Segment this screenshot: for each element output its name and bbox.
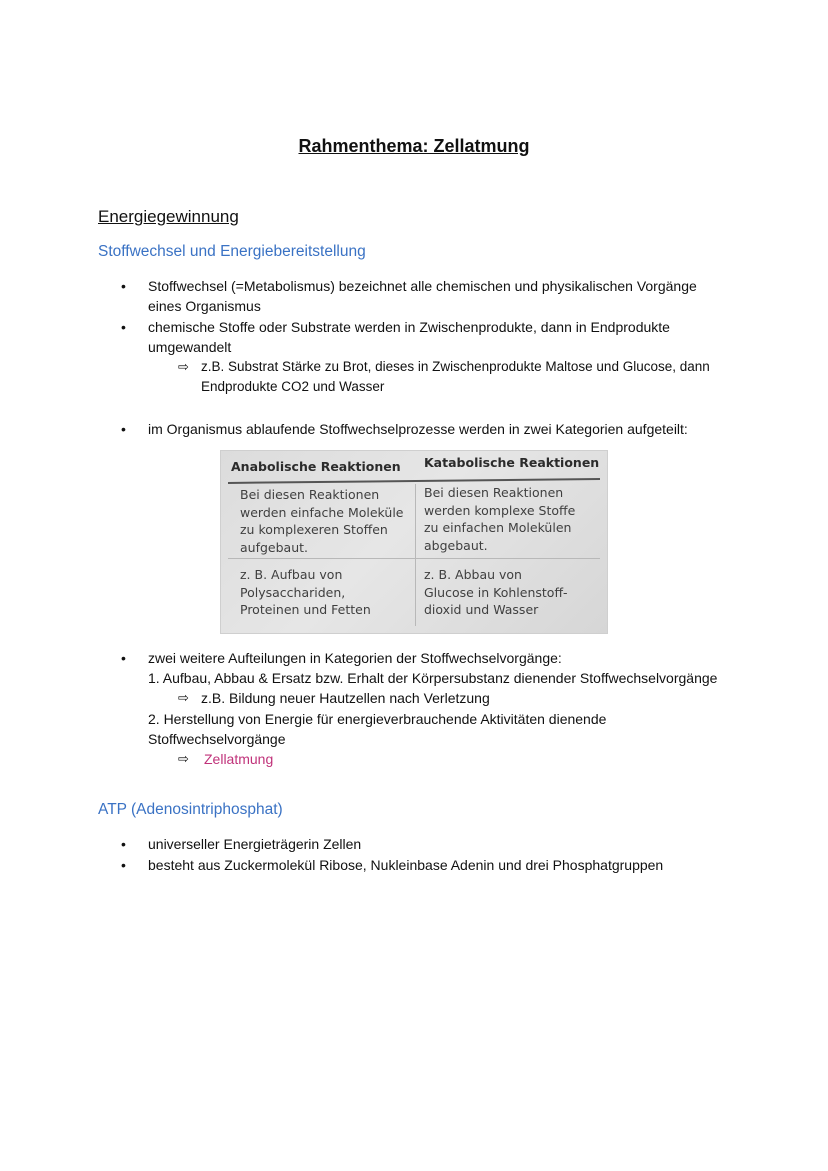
table-cell: Bei diesen Reaktionen werden einfache Moleküle zu komplexeren Stoffen aufgebaut. — [240, 487, 404, 555]
table-divider — [228, 558, 600, 559]
bullet-text: eines Organismus — [148, 298, 261, 314]
list-item-text: Stoffwechselvorgänge — [148, 731, 286, 747]
bullet-text: Stoffwechsel (=Metabolismus) bezeichnet alle chemischen und physikalischen Vorgänge — [148, 278, 697, 294]
table-cell: Bei diesen Reaktionen werden komplexe Stoffe zu einfachen Molekülen abgebaut. — [424, 485, 576, 553]
list-item-text: 1. Aufbau, Abbau & Ersatz bzw. Erhalt der Körpersubstanz dienender Stoffwechselvorgänge — [148, 670, 718, 686]
bullet-icon: • — [121, 650, 126, 666]
metabolism-table-photo — [220, 450, 608, 634]
table-cell: z. B. Abbau von Glucose in Kohlenstoff- dioxid und Wasser — [424, 567, 568, 617]
arrow-icon: ⇨ — [178, 751, 189, 766]
bullet-icon: • — [121, 836, 126, 852]
table-header-anabolic: Anabolische Reaktionen — [231, 459, 401, 474]
example-text: Endprodukte CO2 und Wasser — [201, 379, 385, 394]
subsection-heading-atp: ATP (Adenosintriphosphat) — [98, 801, 283, 818]
bullet-text: zwei weitere Aufteilungen in Kategorien der Stoffwechselvorgänge: — [148, 650, 562, 666]
table-header-catabolic: Katabolische Reaktionen — [424, 455, 600, 470]
arrow-icon: ⇨ — [178, 690, 189, 705]
bullet-icon: • — [121, 857, 126, 873]
bullet-text: chemische Stoffe oder Substrate werden in Zwischenprodukte, dann in Endprodukte — [148, 319, 670, 335]
highlighted-term: Zellatmung — [204, 751, 274, 767]
bullet-text: umgewandelt — [148, 339, 232, 355]
table-cell: z. B. Aufbau von Polysacchariden, Proteinen und Fetten — [240, 567, 371, 617]
section-heading: Energiegewinnung — [98, 207, 239, 226]
bullet-icon: • — [121, 319, 126, 335]
list-item-text: 2. Herstellung von Energie für energieverbrauchende Aktivitäten dienende — [148, 711, 607, 727]
arrow-icon: ⇨ — [178, 359, 189, 374]
table-header — [220, 450, 608, 480]
bullet-text: besteht aus Zuckermolekül Ribose, Nukleinbase Adenin und drei Phosphatgruppen — [148, 857, 664, 873]
bullet-icon: • — [121, 421, 126, 437]
example-text: z.B. Bildung neuer Hautzellen nach Verletzung — [201, 690, 490, 706]
example-text: z.B. Substrat Stärke zu Brot, dieses in Zwischenprodukte Maltose und Glucose, dann — [201, 359, 710, 374]
bullet-text: universeller Energieträgerin Zellen — [148, 836, 362, 852]
table-divider — [415, 484, 416, 626]
subsection-heading-stoffwechsel: Stoffwechsel und Energiebereitstellung — [98, 243, 366, 260]
bullet-text: im Organismus ablaufende Stoffwechselprozesse werden in zwei Kategorien aufgeteilt: — [148, 421, 688, 437]
page-title: Rahmenthema: Zellatmung — [298, 136, 530, 156]
bullet-icon: • — [121, 278, 126, 294]
